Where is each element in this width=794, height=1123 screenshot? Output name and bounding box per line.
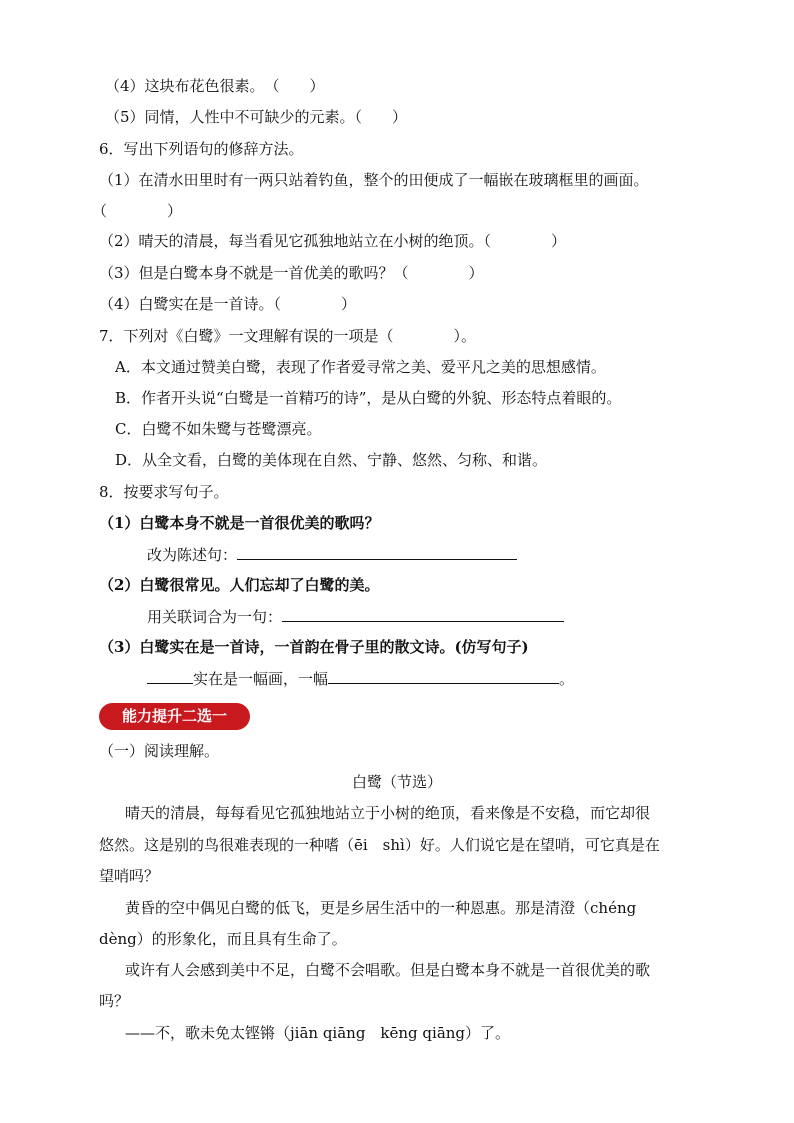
q8-item-1-answer-blank[interactable] <box>237 544 517 560</box>
q6-item-3: （3）但是白鹭本身不就是一首优美的歌吗？（ ） <box>99 264 484 282</box>
passage-p1-line1: 晴天的清晨，每每看见它孤独地站立于小树的绝顶，看来像是不安稳，而它却很 <box>125 804 651 822</box>
q6-item-1: （1）在清水田里时有一两只站着钓鱼，整个的田便成了一幅嵌在玻璃框里的画面。 <box>99 171 649 189</box>
q6-item-1-answer-paren: （ ） <box>92 202 183 220</box>
q7-option-a: A．本文通过赞美白鹭，表现了作者爱寻常之美、爱平凡之美的思想感情。 <box>115 358 606 376</box>
q8-item-3: （3）白鹭实在是一首诗，一首韵在骨子里的散文诗。(仿写句子) <box>99 638 529 656</box>
reading-part-label: （一）阅读理解。 <box>99 742 220 760</box>
q7-option-b: B．作者开头说“白鹭是一首精巧的诗”，是从白鹭的外貌、形态特点着眼的。 <box>115 389 622 407</box>
q8-item-2: （2）白鹭很常见。人们忘却了白鹭的美。 <box>99 576 380 594</box>
q6-item-4: （4）白鹭实在是一首诗。（ ） <box>99 295 357 313</box>
passage-p2-line2: dèng）的形象化，而且具有生命了。 <box>99 930 347 948</box>
q7-option-c: C．白鹭不如朱鹭与苍鹭漂亮。 <box>115 420 322 438</box>
q8-item-1-prompt: 改为陈述句： <box>147 546 238 564</box>
q8-item-2-prompt: 用关联词合为一句： <box>147 608 283 626</box>
passage-p2-line1: 黄昏的空中偶见白鹭的低飞，更是乡居生活中的一种恩惠。那是清澄（chéng <box>125 899 637 917</box>
q6-item-2: （2）晴天的清晨，每当看见它孤独地站立在小树的绝顶。（ ） <box>99 232 567 250</box>
q8-item-3-blank-start[interactable] <box>147 668 193 684</box>
passage-p3-line1: 或许有人会感到美中不足，白鹭不会唱歌。但是白鹭本身不就是一首很优美的歌 <box>125 961 651 979</box>
q8-item-3-end: 。 <box>559 670 575 688</box>
q8-item-1: （1）白鹭本身不就是一首很优美的歌吗？ <box>99 514 380 532</box>
passage-p3-line2: 吗？ <box>99 992 130 1010</box>
passage-p4-line1: ——不，歌未免太铿锵（jiān qiāng kēng qiāng）了。 <box>125 1024 511 1042</box>
q8-item-3-middle: 实在是一幅画，一幅 <box>193 670 329 688</box>
passage-p1-line3: 望哨吗？ <box>99 867 160 885</box>
q5-item-5: （5）同情，人性中不可缺少的元素。（ ） <box>105 108 408 126</box>
q8-item-2-answer-blank[interactable] <box>282 606 564 622</box>
q8-item-2-line <box>147 606 564 627</box>
q8-item-3-blank-end[interactable] <box>328 668 559 684</box>
q6-title: 6．写出下列语句的修辞方法。 <box>99 140 304 158</box>
passage-title: 白鹭（节选） <box>351 773 442 791</box>
section-badge: 能力提升二选一 <box>99 703 250 730</box>
q5-item-4: （4）这块布花色很素。 （ ） <box>105 77 325 95</box>
passage-p1-line2: 悠然。这是别的鸟很难表现的一种嗜（ēi shì）好。人们说它是在望哨，可它真是在 <box>99 836 660 854</box>
q8-item-3-line <box>147 668 574 689</box>
q8-title: 8．按要求写句子。 <box>99 483 229 501</box>
q7-option-d: D．从全文看，白鹭的美体现在自然、宁静、悠然、匀称、和谐。 <box>115 451 548 469</box>
q7-title: 7．下列对《白鹭》一文理解有误的一项是（ ）。 <box>99 327 477 345</box>
q8-item-1-line <box>147 544 517 565</box>
